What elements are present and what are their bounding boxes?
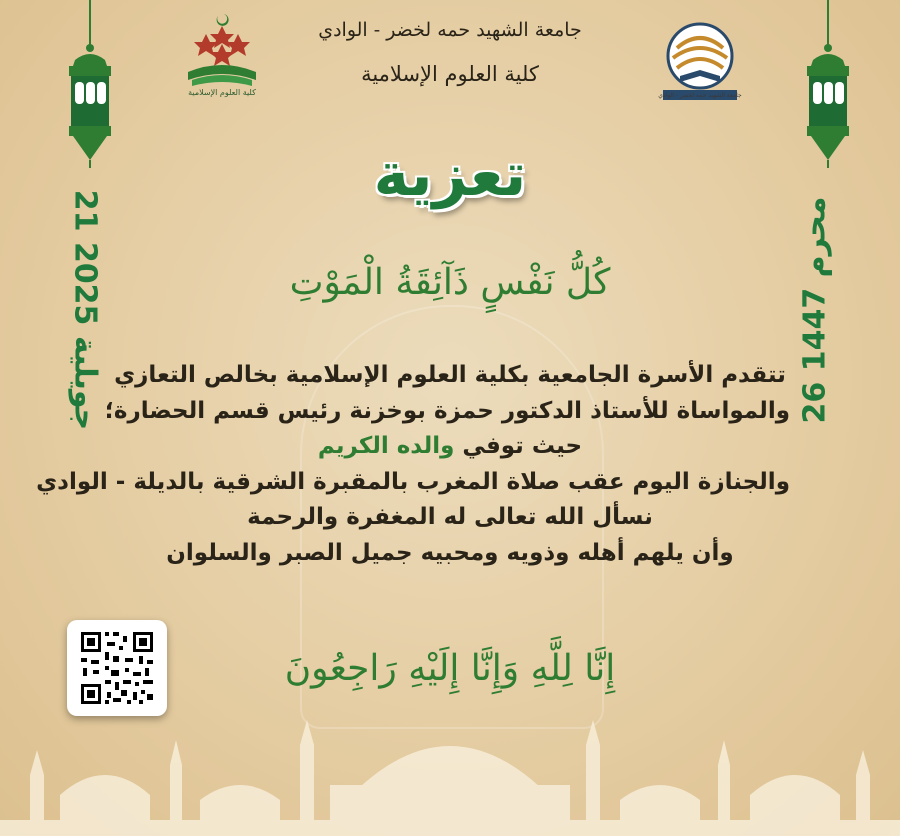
qr-code-card[interactable] [67,620,167,716]
university-name: جامعة الشهيد حمه لخضر - الوادي [318,19,582,41]
message-line-6: وأن يلهم أهله وذويه ومحبيه جميل الصبر والسلوان [166,539,734,566]
message-highlight: والده الكريم [317,433,455,459]
page-title: تعزية [373,140,527,210]
quran-verse-bottom: إِنَّا لِلَّهِ وَإِنَّا إِلَيْهِ رَاجِعُونَ [284,648,616,689]
message-line-2: والمواساة للأستاذ الدكتور حمزة بوخزنة رئيس قسم الحضارة؛ [104,397,790,424]
message-line-3 [110,429,790,465]
university-logo-caption: جامعة الشهيد حمه لخضر - الوادي [658,92,742,99]
qr-code-icon [67,620,167,716]
faculty-name: كلية العلوم الإسلامية [361,62,539,86]
hijri-date: 26 محرم 1447 [797,196,833,424]
gregorian-date: 21 جويلية 2025 [67,189,103,431]
message-line-3-prefix: حيث توفي [462,433,583,459]
message-line-1: تتقدم الأسرة الجامعية بكلية العلوم الإسلامية بخالص التعازي [114,362,786,388]
condolence-message [36,358,790,571]
lantern-right-icon [793,0,863,170]
quran-verse-top: كُلُّ نَفْسٍ ذَآئِقَةُ الْمَوْتِ [289,262,611,303]
lantern-left-icon [55,0,125,170]
message-line-5: نسأل الله تعالى له المغفرة والرحمة [247,504,653,530]
faculty-logo-caption: كلية العلوم الإسلامية [188,88,256,97]
message-line-4: والجنازة اليوم عقب صلاة المغرب بالمقبرة الشرقية بالديلة - الوادي [36,468,790,495]
mosque-skyline-icon [0,715,900,836]
